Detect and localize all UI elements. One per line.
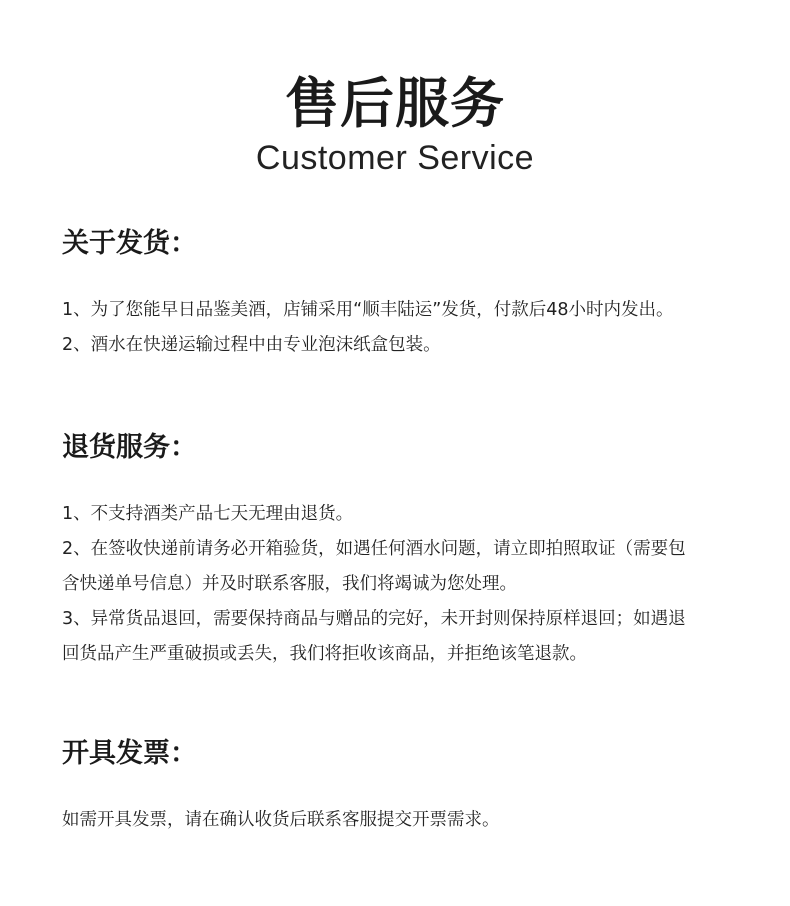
returns-line: 回货品产生严重破损或丢失，我们将拒收该商品，并拒绝该笔退款。 — [62, 644, 587, 664]
returns-line: 1、不支持酒类产品七天无理由退货。 — [62, 504, 354, 524]
returns-line: 含快递单号信息）并及时联系客服，我们将竭诚为您处理。 — [62, 574, 517, 594]
shipping-body — [62, 293, 752, 363]
returns-body — [62, 497, 752, 672]
returns-section — [62, 430, 752, 672]
page-subtitle: Customer Service — [255, 139, 535, 177]
returns-line: 3、异常货品退回，需要保持商品与赠品的完好，未开封则保持原样退回；如遇退 — [62, 609, 686, 629]
shipping-line: 1、为了您能早日品鉴美酒，店铺采用“顺丰陆运”发货，付款后48小时内发出。 — [62, 300, 674, 320]
returns-line: 2、在签收快递前请务必开箱验货，如遇任何酒水问题，请立即拍照取证（需要包 — [62, 539, 686, 559]
invoice-body — [62, 803, 752, 838]
shipping-heading: 关于发货： — [62, 228, 197, 259]
shipping-line: 2、酒水在快递运输过程中由专业泡沫纸盒包装。 — [62, 335, 441, 355]
page-title: 售后服务 — [285, 72, 505, 135]
shipping-section — [62, 226, 752, 363]
invoice-section — [62, 736, 752, 838]
invoice-heading: 开具发票： — [62, 738, 197, 769]
invoice-line: 如需开具发票，请在确认收货后联系客服提交开票需求。 — [62, 810, 500, 830]
returns-heading: 退货服务： — [62, 432, 197, 463]
